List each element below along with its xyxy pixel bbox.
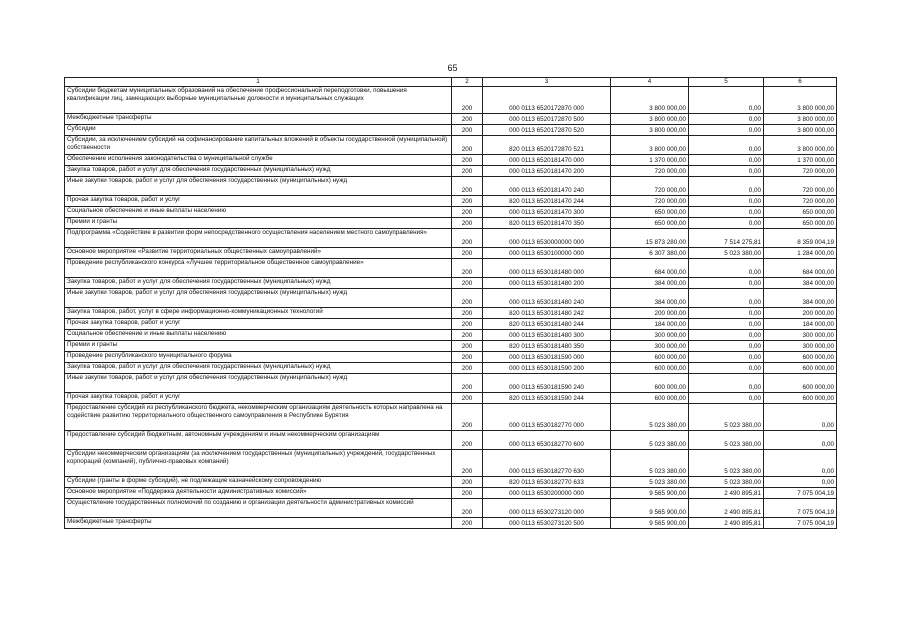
row-budget-code: 000 0113 6530181590 200 <box>483 363 611 374</box>
row-budget-code: 000 0113 6520181470 240 <box>483 177 611 196</box>
row-approved: 9 565 900,00 <box>611 488 689 499</box>
row-name: Субсидии <box>65 125 452 136</box>
row-executed: 0,00 <box>689 278 764 289</box>
table-row <box>65 319 837 330</box>
table-row <box>65 177 837 196</box>
row-budget-code: 000 0113 6530181480 240 <box>483 289 611 308</box>
row-name: Основное мероприятие «Развитие территориальных общественных самоуправлений» <box>65 248 452 259</box>
row-approved: 300 000,00 <box>611 330 689 341</box>
row-remaining: 650 000,00 <box>764 207 837 218</box>
row-approved: 3 800 000,00 <box>611 136 689 155</box>
row-name: Основное мероприятие «Поддержка деятельности административных комиссий» <box>65 488 452 499</box>
table-row <box>65 259 837 278</box>
row-approved: 5 023 380,00 <box>611 450 689 477</box>
row-approved: 720 000,00 <box>611 166 689 177</box>
row-approved: 184 000,00 <box>611 319 689 330</box>
row-executed: 0,00 <box>689 207 764 218</box>
row-name: Прочая закупка товаров, работ и услуг <box>65 319 452 330</box>
table-row <box>65 278 837 289</box>
row-remaining: 650 000,00 <box>764 218 837 229</box>
table-row <box>65 248 837 259</box>
row-code-line: 200 <box>452 248 483 259</box>
table-row <box>65 166 837 177</box>
row-executed: 0,00 <box>689 363 764 374</box>
table-row <box>65 229 837 248</box>
row-code-line: 200 <box>452 136 483 155</box>
row-code-line: 200 <box>452 218 483 229</box>
row-approved: 650 000,00 <box>611 218 689 229</box>
row-approved: 6 307 380,00 <box>611 248 689 259</box>
table-row <box>65 125 837 136</box>
column-header: 5 <box>689 78 764 87</box>
table-row <box>65 488 837 499</box>
row-executed: 0,00 <box>689 341 764 352</box>
row-code-line: 200 <box>452 393 483 404</box>
table-row <box>65 374 837 393</box>
row-approved: 200 000,00 <box>611 308 689 319</box>
row-remaining: 1 370 000,00 <box>764 155 837 166</box>
row-remaining: 600 000,00 <box>764 363 837 374</box>
row-budget-code: 820 0113 6530181480 350 <box>483 341 611 352</box>
row-name: Социальное обеспечение и иные выплаты населению <box>65 330 452 341</box>
row-code-line: 200 <box>452 166 483 177</box>
row-remaining: 600 000,00 <box>764 393 837 404</box>
row-name: Закупка товаров, работ и услуг для обеспечения государственных (муниципальных) нужд <box>65 363 452 374</box>
row-name: Закупка товаров, работ и услуг для обеспечения государственных (муниципальных) нужд <box>65 278 452 289</box>
row-name: Иные закупки товаров, работ и услуг для обеспечения государственных (муниципальных) нужд <box>65 177 452 196</box>
row-budget-code: 820 0113 6520181470 244 <box>483 196 611 207</box>
row-budget-code: 820 0113 6530181480 242 <box>483 308 611 319</box>
table-row <box>65 207 837 218</box>
row-remaining: 0,00 <box>764 431 837 450</box>
row-code-line: 200 <box>452 289 483 308</box>
row-budget-code: 000 0113 6520181470 200 <box>483 166 611 177</box>
column-header: 4 <box>611 78 689 87</box>
row-budget-code: 820 0113 6520181470 350 <box>483 218 611 229</box>
row-name: Обеспечение исполнения законодательства о муниципальной службе <box>65 155 452 166</box>
table-row <box>65 289 837 308</box>
row-executed: 0,00 <box>689 155 764 166</box>
row-code-line: 200 <box>452 499 483 518</box>
row-budget-code: 820 0113 6530181590 244 <box>483 393 611 404</box>
row-remaining: 7 075 004,19 <box>764 518 837 529</box>
table-row <box>65 218 837 229</box>
row-budget-code: 000 0113 6520181470 300 <box>483 207 611 218</box>
row-budget-code: 000 0113 6530181480 300 <box>483 330 611 341</box>
row-executed: 0,00 <box>689 289 764 308</box>
row-remaining: 3 800 000,00 <box>764 125 837 136</box>
column-header: 3 <box>483 78 611 87</box>
table-body <box>65 87 837 529</box>
row-approved: 650 000,00 <box>611 207 689 218</box>
row-executed: 0,00 <box>689 114 764 125</box>
row-approved: 9 565 900,00 <box>611 499 689 518</box>
row-name: Субсидии бюджетам муниципальных образований на обеспечение профессиональной переподготовки, повышения квалификации лиц, замещающих выборные муниципальные должности и муниципальных служащих <box>65 87 452 114</box>
row-budget-code: 000 0113 6530273120 000 <box>483 499 611 518</box>
row-budget-code: 000 0113 6530000000 000 <box>483 229 611 248</box>
row-code-line: 200 <box>452 330 483 341</box>
row-name: Предоставление субсидий бюджетным, автономным учреждениям и иным некоммерческим организациям <box>65 431 452 450</box>
row-budget-code: 000 0113 6520172870 520 <box>483 125 611 136</box>
row-approved: 5 023 380,00 <box>611 477 689 488</box>
row-executed: 5 023 380,00 <box>689 431 764 450</box>
row-executed: 5 023 380,00 <box>689 450 764 477</box>
row-name: Осуществление государственных полномочий по созданию и организации деятельности административных комиссий <box>65 499 452 518</box>
row-name: Субсидии (гранты в форме субсидий), не подлежащие казначейскому сопровождению <box>65 477 452 488</box>
row-approved: 384 000,00 <box>611 278 689 289</box>
row-approved: 600 000,00 <box>611 352 689 363</box>
row-code-line: 200 <box>452 177 483 196</box>
row-code-line: 200 <box>452 229 483 248</box>
row-name: Прочая закупка товаров, работ и услуг <box>65 196 452 207</box>
row-executed: 0,00 <box>689 87 764 114</box>
row-remaining: 7 075 004,19 <box>764 499 837 518</box>
row-code-line: 200 <box>452 431 483 450</box>
row-name: Межбюджетные трансферты <box>65 518 452 529</box>
row-approved: 600 000,00 <box>611 363 689 374</box>
table-row <box>65 341 837 352</box>
row-executed: 0,00 <box>689 374 764 393</box>
table-row <box>65 450 837 477</box>
row-executed: 2 490 895,81 <box>689 499 764 518</box>
row-approved: 5 023 380,00 <box>611 431 689 450</box>
row-approved: 720 000,00 <box>611 177 689 196</box>
row-code-line: 200 <box>452 352 483 363</box>
row-budget-code: 000 0113 6520181470 000 <box>483 155 611 166</box>
row-code-line: 200 <box>452 125 483 136</box>
row-name: Прочая закупка товаров, работ и услуг <box>65 393 452 404</box>
row-approved: 300 000,00 <box>611 341 689 352</box>
row-executed: 0,00 <box>689 196 764 207</box>
table-row <box>65 363 837 374</box>
row-code-line: 200 <box>452 259 483 278</box>
table-row <box>65 114 837 125</box>
row-code-line: 200 <box>452 488 483 499</box>
row-executed: 0,00 <box>689 330 764 341</box>
row-approved: 3 800 000,00 <box>611 114 689 125</box>
row-name: Премии и гранты <box>65 218 452 229</box>
row-approved: 1 370 000,00 <box>611 155 689 166</box>
row-approved: 3 800 000,00 <box>611 87 689 114</box>
row-name: Субсидии, за исключением субсидий на софинансирование капитальных вложений в объекты государственной (муниципальной) собственности <box>65 136 452 155</box>
row-remaining: 720 000,00 <box>764 166 837 177</box>
table-row <box>65 431 837 450</box>
row-remaining: 8 359 004,19 <box>764 229 837 248</box>
row-name: Премии и гранты <box>65 341 452 352</box>
row-budget-code: 000 0113 6530200000 000 <box>483 488 611 499</box>
row-code-line: 200 <box>452 404 483 431</box>
row-budget-code: 000 0113 6530273120 500 <box>483 518 611 529</box>
row-executed: 2 490 895,81 <box>689 518 764 529</box>
row-code-line: 200 <box>452 477 483 488</box>
row-remaining: 600 000,00 <box>764 374 837 393</box>
row-executed: 0,00 <box>689 218 764 229</box>
table-row <box>65 136 837 155</box>
row-budget-code: 820 0113 6530181480 244 <box>483 319 611 330</box>
row-budget-code: 820 0113 6530182770 633 <box>483 477 611 488</box>
row-executed: 0,00 <box>689 177 764 196</box>
row-approved: 5 023 380,00 <box>611 404 689 431</box>
row-executed: 0,00 <box>689 125 764 136</box>
row-name: Субсидии некоммерческим организациям (за исключением государственных (муниципальных) учреждений, государственных корпораций (компаний), публично-правовых компаний) <box>65 450 452 477</box>
row-budget-code: 000 0113 6530182770 630 <box>483 450 611 477</box>
row-remaining: 0,00 <box>764 404 837 431</box>
row-remaining: 384 000,00 <box>764 278 837 289</box>
row-budget-code: 000 0113 6530181590 240 <box>483 374 611 393</box>
row-approved: 720 000,00 <box>611 196 689 207</box>
row-remaining: 3 800 000,00 <box>764 136 837 155</box>
row-name: Закупка товаров, работ, услуг в сфере информационно-коммуникационных технологий <box>65 308 452 319</box>
table-header-row <box>65 78 837 87</box>
row-code-line: 200 <box>452 278 483 289</box>
row-budget-code: 000 0113 6530181480 200 <box>483 278 611 289</box>
table-row <box>65 477 837 488</box>
row-remaining: 720 000,00 <box>764 196 837 207</box>
table-row <box>65 518 837 529</box>
row-executed: 0,00 <box>689 319 764 330</box>
row-remaining: 0,00 <box>764 450 837 477</box>
row-code-line: 200 <box>452 518 483 529</box>
row-remaining: 200 000,00 <box>764 308 837 319</box>
row-executed: 0,00 <box>689 352 764 363</box>
row-code-line: 200 <box>452 196 483 207</box>
row-remaining: 600 000,00 <box>764 352 837 363</box>
row-remaining: 3 800 000,00 <box>764 114 837 125</box>
table-row <box>65 87 837 114</box>
row-name: Проведение республиканского муниципального форума <box>65 352 452 363</box>
row-executed: 7 514 275,81 <box>689 229 764 248</box>
row-executed: 0,00 <box>689 259 764 278</box>
table-row <box>65 404 837 431</box>
table-row <box>65 393 837 404</box>
row-budget-code: 000 0113 6530182770 600 <box>483 431 611 450</box>
row-budget-code: 000 0113 6530181480 000 <box>483 259 611 278</box>
row-budget-code: 000 0113 6520172870 500 <box>483 114 611 125</box>
row-code-line: 200 <box>452 363 483 374</box>
budget-table <box>64 77 837 529</box>
table-row <box>65 196 837 207</box>
row-executed: 5 023 380,00 <box>689 477 764 488</box>
row-remaining: 720 000,00 <box>764 177 837 196</box>
row-executed: 2 490 895,81 <box>689 488 764 499</box>
table-row <box>65 308 837 319</box>
table-row <box>65 499 837 518</box>
row-approved: 600 000,00 <box>611 374 689 393</box>
row-code-line: 200 <box>452 114 483 125</box>
row-name: Закупка товаров, работ и услуг для обеспечения государственных (муниципальных) нужд <box>65 166 452 177</box>
row-code-line: 200 <box>452 87 483 114</box>
table-row <box>65 352 837 363</box>
row-remaining: 300 000,00 <box>764 330 837 341</box>
column-header: 6 <box>764 78 837 87</box>
row-name: Подпрограмма «Содействие в развитии форм непосредственного осуществления населением местного самоуправления» <box>65 229 452 248</box>
row-budget-code: 000 0113 6520172870 000 <box>483 87 611 114</box>
table-row <box>65 155 837 166</box>
row-approved: 600 000,00 <box>611 393 689 404</box>
row-name: Иные закупки товаров, работ и услуг для обеспечения государственных (муниципальных) нужд <box>65 289 452 308</box>
row-remaining: 7 075 004,19 <box>764 488 837 499</box>
row-executed: 0,00 <box>689 393 764 404</box>
row-executed: 0,00 <box>689 308 764 319</box>
column-header: 2 <box>452 78 483 87</box>
row-remaining: 684 000,00 <box>764 259 837 278</box>
page-number: 65 <box>447 63 458 73</box>
row-approved: 684 000,00 <box>611 259 689 278</box>
row-executed: 0,00 <box>689 166 764 177</box>
row-budget-code: 000 0113 6530181590 000 <box>483 352 611 363</box>
row-remaining: 1 284 000,00 <box>764 248 837 259</box>
row-name: Социальное обеспечение и иные выплаты населению <box>65 207 452 218</box>
row-budget-code: 000 0113 6530100000 000 <box>483 248 611 259</box>
row-approved: 9 565 900,00 <box>611 518 689 529</box>
row-code-line: 200 <box>452 450 483 477</box>
row-remaining: 184 000,00 <box>764 319 837 330</box>
row-remaining: 300 000,00 <box>764 341 837 352</box>
row-approved: 384 000,00 <box>611 289 689 308</box>
row-code-line: 200 <box>452 319 483 330</box>
row-approved: 15 873 280,00 <box>611 229 689 248</box>
row-executed: 0,00 <box>689 136 764 155</box>
row-code-line: 200 <box>452 207 483 218</box>
row-remaining: 384 000,00 <box>764 289 837 308</box>
row-code-line: 200 <box>452 308 483 319</box>
row-executed: 5 023 380,00 <box>689 404 764 431</box>
row-code-line: 200 <box>452 374 483 393</box>
row-executed: 5 023 380,00 <box>689 248 764 259</box>
row-code-line: 200 <box>452 155 483 166</box>
table-row <box>65 330 837 341</box>
column-header: 1 <box>65 78 452 87</box>
row-code-line: 200 <box>452 341 483 352</box>
row-budget-code: 000 0113 6530182770 000 <box>483 404 611 431</box>
row-name: Предоставление субсидий из республиканского бюджета, некоммерческим организациям деятельность которых направлена на содействие развитию территориального общественного самоуправления в Республике Бурятия <box>65 404 452 431</box>
row-name: Проведение республиканского конкурса «Лучшее территориальное общественное самоуправление» <box>65 259 452 278</box>
row-remaining: 0,00 <box>764 477 837 488</box>
row-name: Иные закупки товаров, работ и услуг для обеспечения государственных (муниципальных) нужд <box>65 374 452 393</box>
row-budget-code: 820 0113 6520172870 521 <box>483 136 611 155</box>
row-remaining: 3 800 000,00 <box>764 87 837 114</box>
row-approved: 3 800 000,00 <box>611 125 689 136</box>
row-name: Межбюджетные трансферты <box>65 114 452 125</box>
